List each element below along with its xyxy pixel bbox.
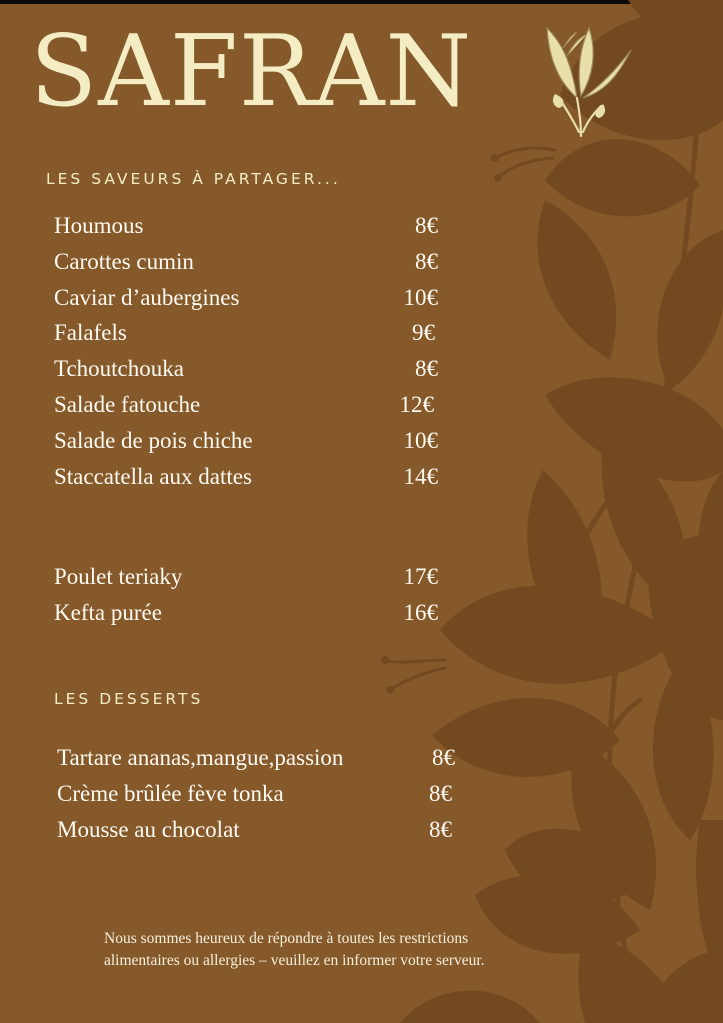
menu-item-name: Mousse au chocolat: [57, 816, 240, 842]
menu-item-price: 8€: [429, 780, 452, 806]
menu-item-name: Carottes cumin: [54, 248, 194, 274]
menu-item-name: Crème brûlée fève tonka: [57, 780, 284, 806]
menu-item-name: Staccatella aux dattes: [54, 463, 252, 489]
menu-item-price: 17€: [403, 564, 438, 589]
brand-title: SAFRAN: [30, 15, 473, 129]
section-heading-shared: LES SAVEURS À PARTAGER...: [46, 170, 341, 188]
menu-item-name: Salade de pois chiche: [54, 427, 253, 453]
menu-item-price: 9€: [412, 320, 435, 346]
menu-item-name: Tchoutchouka: [54, 356, 184, 382]
menu-item-name: Tartare ananas,mangue,passion: [57, 745, 344, 770]
menu-item-price: 14€: [403, 463, 438, 489]
menu-item-price: 8€: [432, 745, 455, 770]
menu-item-name: Caviar d’aubergines: [54, 284, 240, 310]
menu-item-price: 8€: [415, 213, 438, 238]
menu-item-price: 8€: [415, 356, 438, 382]
allergy-note-line-1: Nous sommes heureux de répondre à toutes les restrictions: [104, 930, 469, 947]
menu-item-name: Houmous: [54, 213, 144, 238]
menu-item-price: 10€: [403, 284, 438, 310]
allergy-note-line-2: alimentaires ou allergies – veuillez en informer votre serveur.: [104, 952, 485, 969]
section-heading-desserts: LES DESSERTS: [54, 690, 204, 708]
menu-item-price: 8€: [415, 248, 438, 274]
menu-item-name: Falafels: [54, 320, 127, 346]
menu-item-price: 8€: [429, 816, 452, 842]
menu-item-name: Kefta purée: [54, 599, 162, 625]
menu-item-price: 12€: [399, 391, 434, 417]
menu-item-name: Salade fatouche: [54, 391, 201, 417]
saffron-flower-icon: [537, 20, 637, 138]
menu-item-name: Poulet teriaky: [54, 564, 183, 589]
menu-item-price: 16€: [403, 599, 438, 625]
menu-item-price: 10€: [403, 427, 438, 453]
allergy-note: [104, 928, 584, 972]
